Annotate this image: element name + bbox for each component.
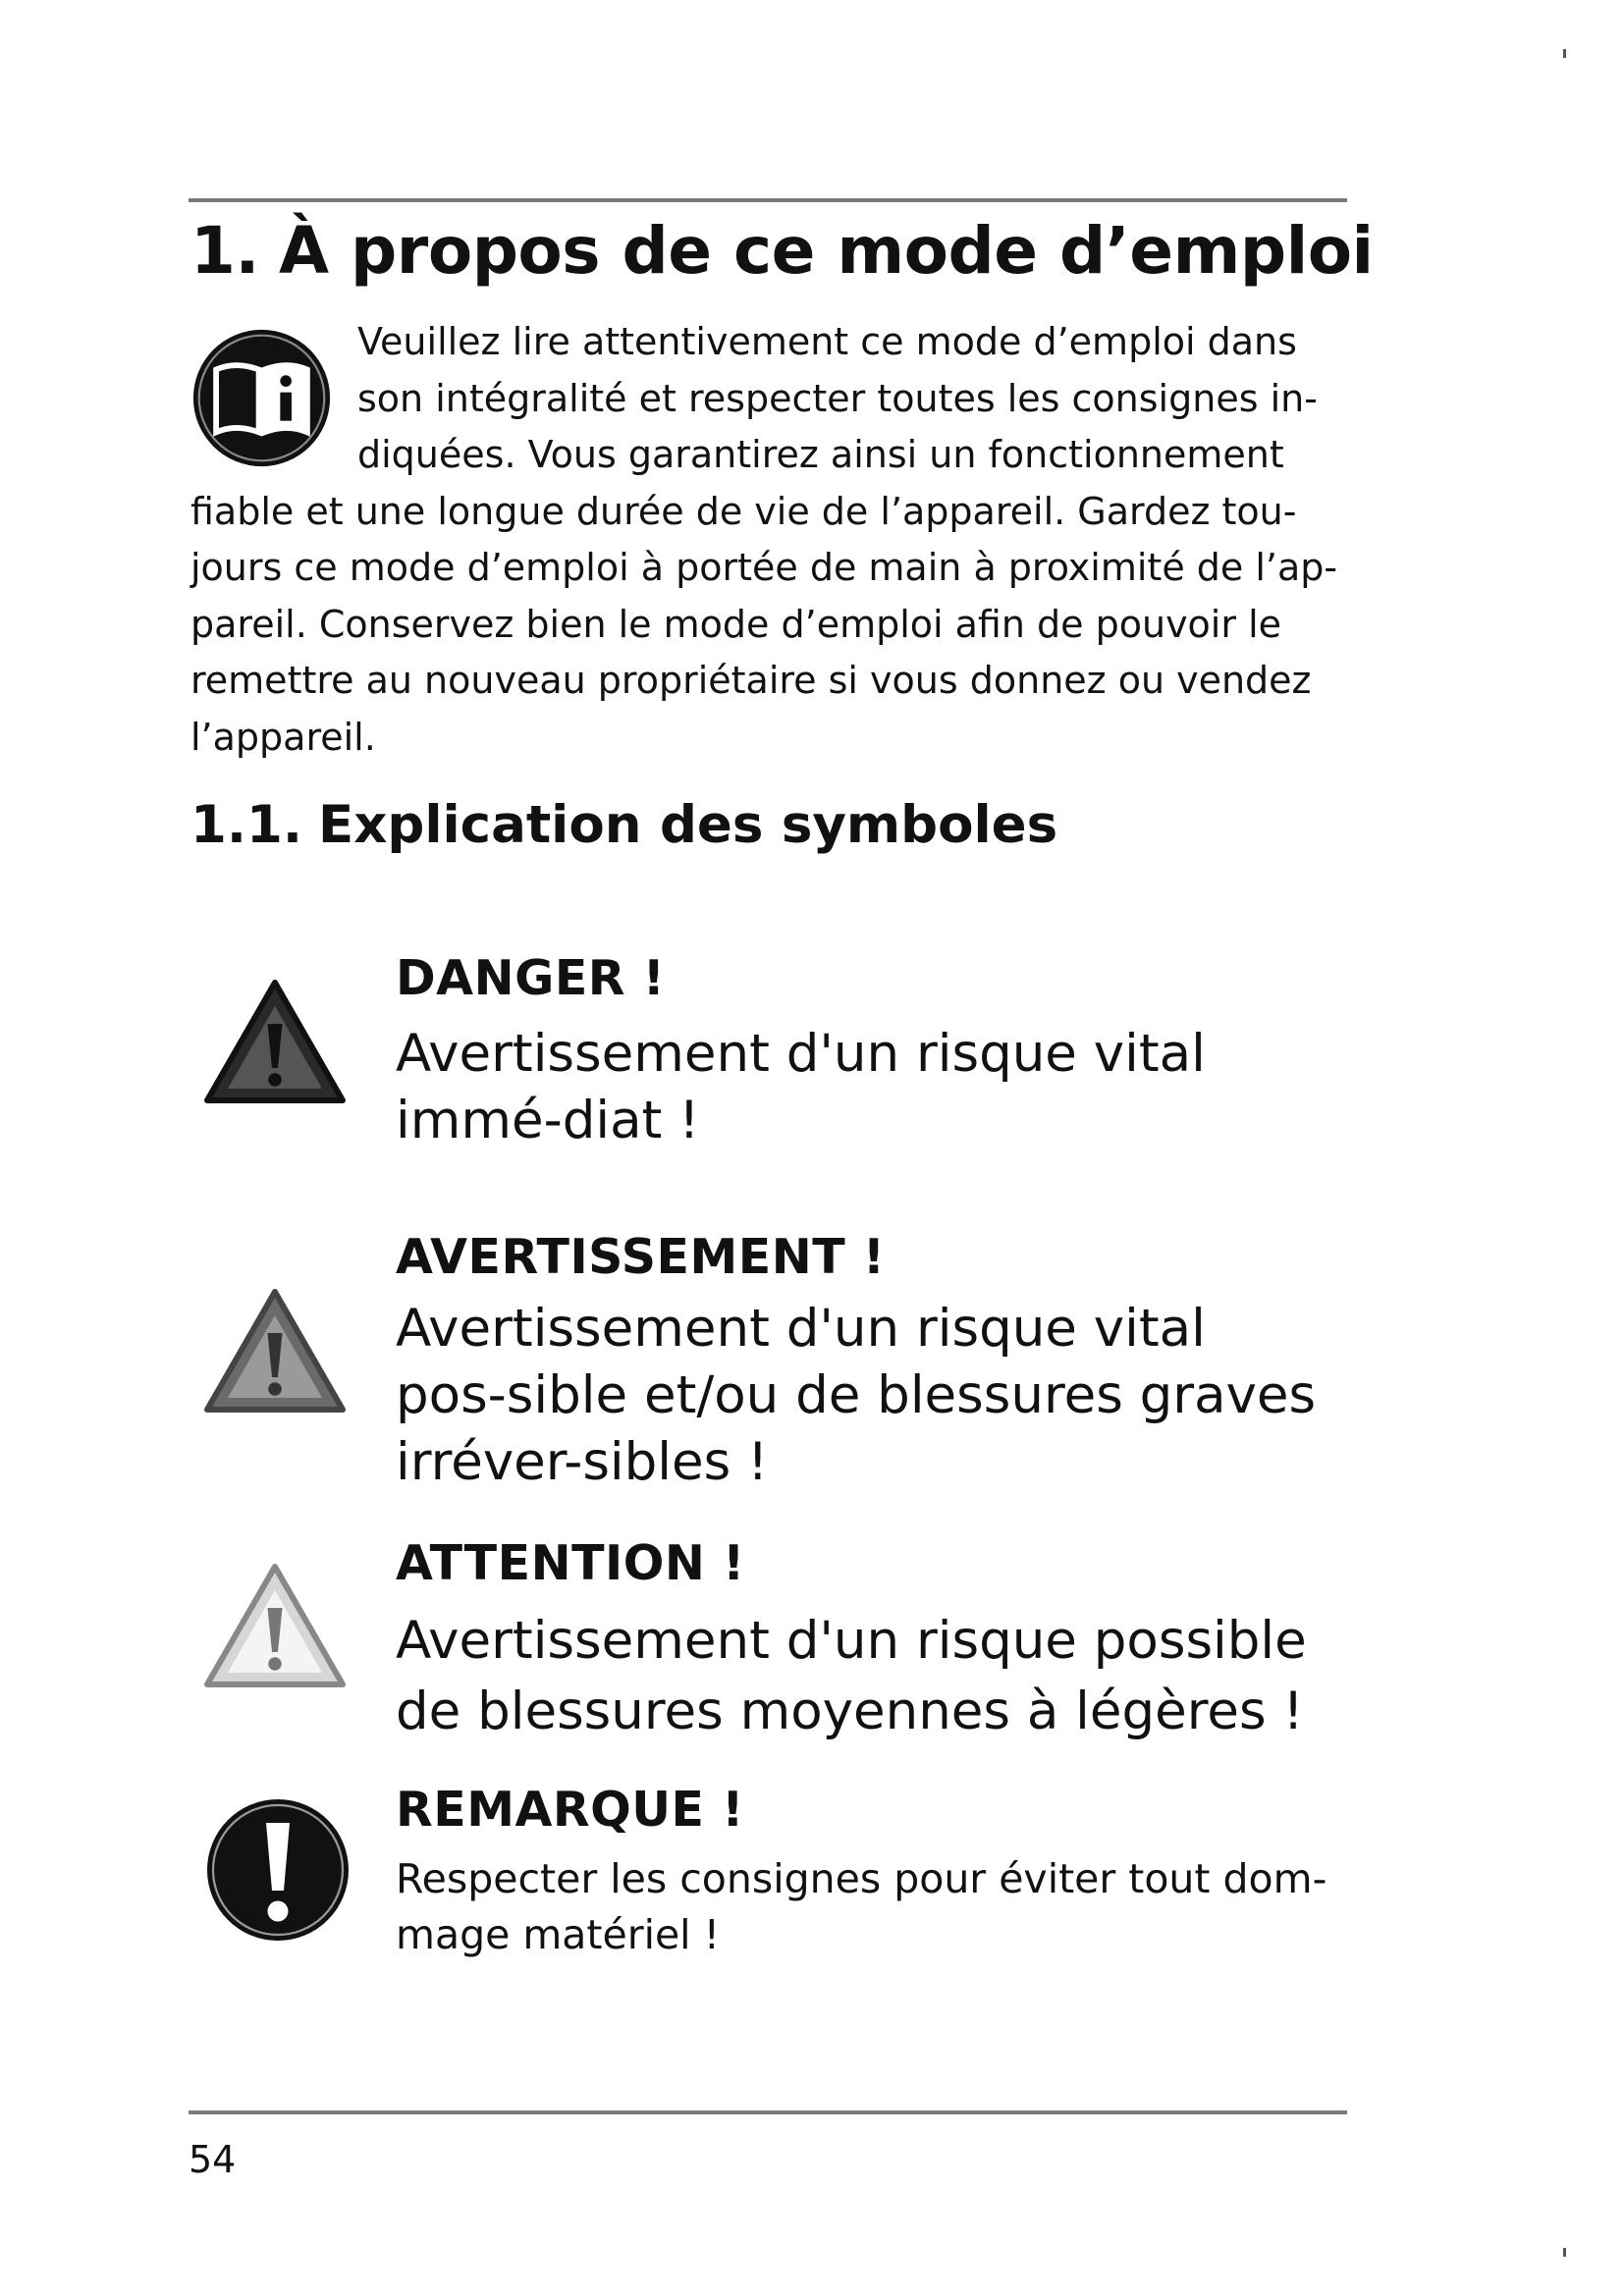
subsection-title: Explication des symboles <box>318 795 1058 855</box>
intro-text: Veuillez lire attentivement ce mode d’emploi dans son intégralité et respecter toutes les consignes in-diquées. Vous garantirez ainsi un fonctionnement fiable et une longue durée de vie de l’appareil. Gardez tou-jours ce mode d’emploi à portée de main à proximité de l’ap-pareil. Conservez bien le mode d’emploi afin de pouvoir le remettre au nouveau propriétaire si vous donnez ou vendez l’appareil. <box>190 320 1338 759</box>
intro-paragraph <box>190 314 1349 766</box>
footer-rule <box>189 2110 1347 2114</box>
symbol-text-remarque: Respecter les consignes pour éviter tout dom-mage matériel ! <box>396 1855 1327 1958</box>
symbol-text-attention: Avertissement d'un risque possible de blessures moyennes à légères ! <box>396 1611 1307 1741</box>
page-number: 54 <box>189 2138 237 2181</box>
crop-mark <box>1563 49 1566 58</box>
header-rule <box>189 198 1347 202</box>
warning-triangle-light-icon <box>201 1561 349 1693</box>
symbol-text-danger: Avertissement d'un risque vital immé-diat ! <box>396 1024 1206 1150</box>
subsection-number: 1.1. <box>190 795 303 855</box>
symbol-title-danger: DANGER ! <box>396 950 666 1006</box>
symbol-title-remarque: REMARQUE ! <box>396 1782 744 1838</box>
exclamation-circle-icon <box>204 1796 352 1944</box>
crop-mark <box>1563 2248 1566 2257</box>
subsection-heading <box>190 795 1057 855</box>
symbol-text-avertissement: Avertissement d'un risque vital pos-sible et/ou de blessures graves irréver-sibles ! <box>396 1299 1317 1492</box>
section-number: 1. <box>190 213 259 289</box>
symbol-title-attention: ATTENTION ! <box>396 1535 745 1591</box>
warning-triangle-medium-icon <box>201 1286 349 1418</box>
warning-triangle-dark-icon <box>201 977 349 1109</box>
section-title: À propos de ce mode d’emploi <box>279 213 1374 289</box>
symbol-title-avertissement: AVERTISSEMENT ! <box>396 1229 886 1285</box>
section-heading <box>190 213 1374 289</box>
